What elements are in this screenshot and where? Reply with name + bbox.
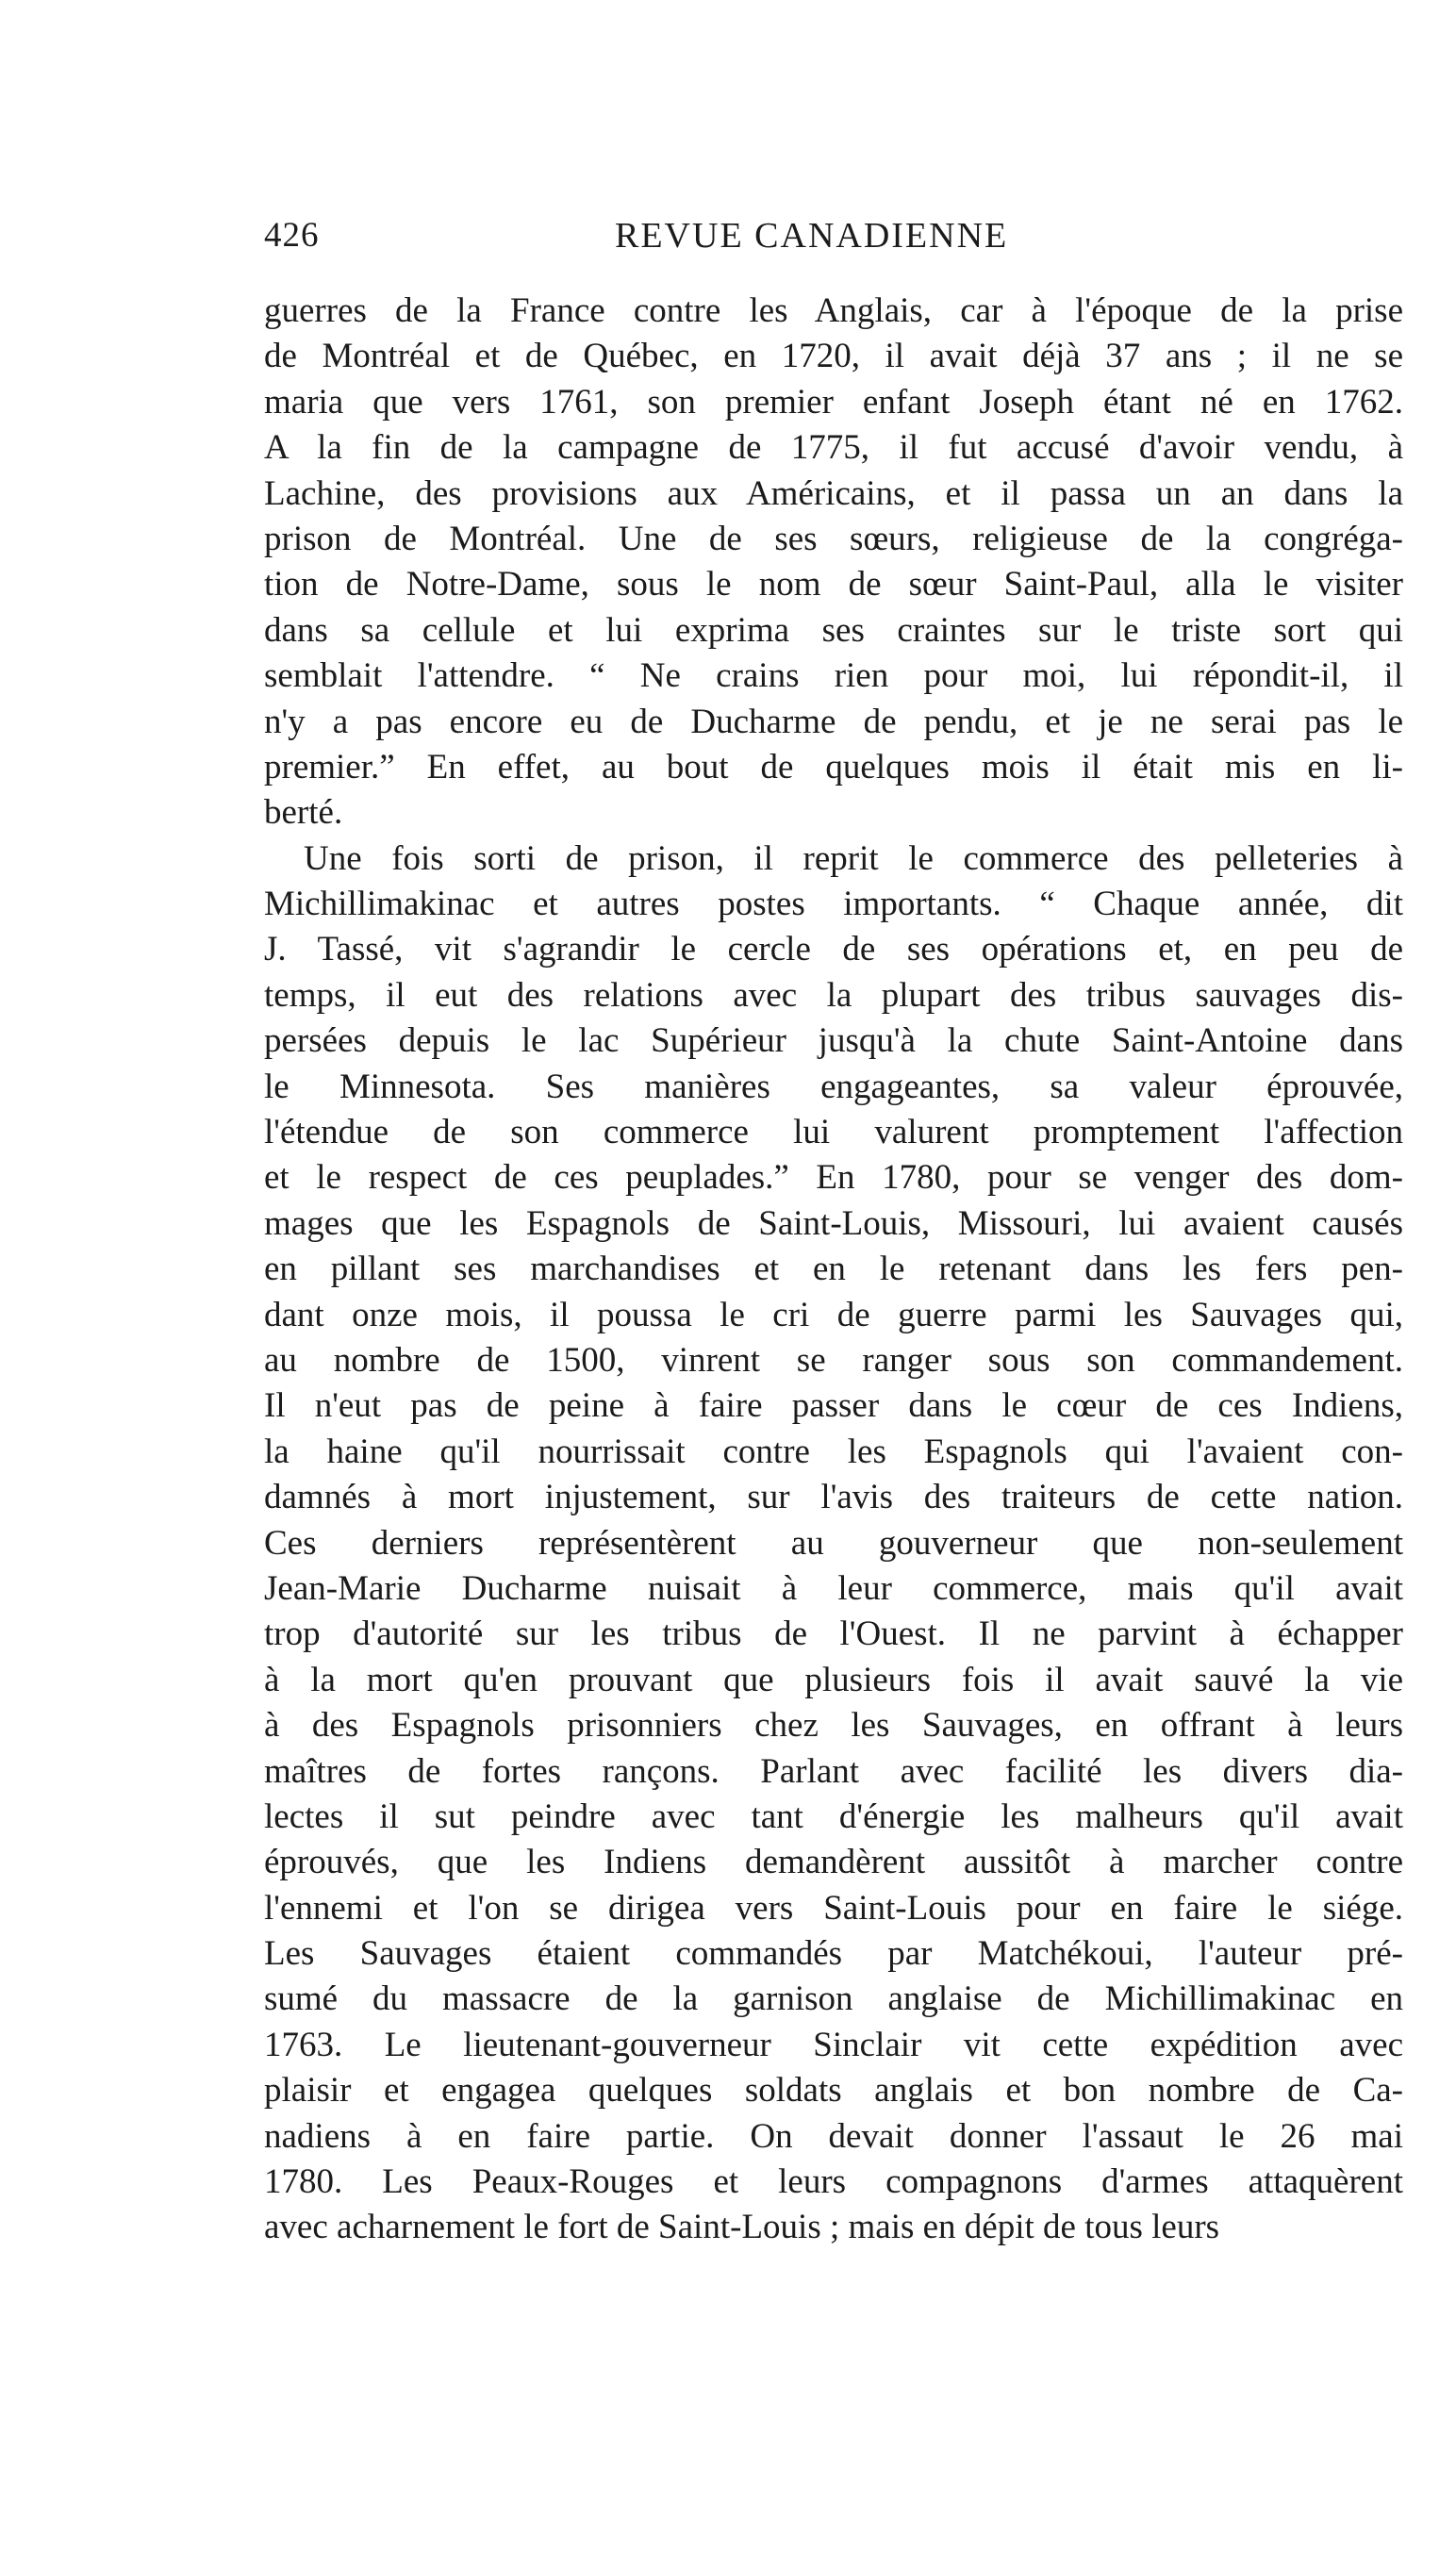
text-line: dant onze mois, il poussa le cri de guerre parmi les Sauvages qui, xyxy=(264,1295,1403,1334)
text-line: dans sa cellule et lui exprima ses craintes sur le triste sort qui xyxy=(264,610,1403,650)
text-line: semblait l'attendre. “ Ne crains rien pour moi, lui répondit-il, il xyxy=(264,656,1403,696)
text-line: 1780. Les Peaux-Rouges et leurs compagnons d'armes attaquèrent xyxy=(264,2162,1403,2202)
text-line: damnés à mort injustement, sur l'avis des traiteurs de cette nation. xyxy=(264,1478,1403,1517)
text-line: tion de Notre-Dame, sous le nom de sœur Saint-Paul, alla le visiter xyxy=(264,565,1403,604)
paragraph xyxy=(264,836,1403,2251)
text-line: lectes il sut peindre avec tant d'énergie les malheurs qu'il avait xyxy=(264,1797,1403,1836)
text-line: trop d'autorité sur les tribus de l'Ouest. Il ne parvint à échapper xyxy=(264,1614,1403,1654)
text-line: premier.” En effet, au bout de quelques mois il était mis en li- xyxy=(264,747,1403,787)
text-line: en pillant ses marchandises et en le retenant dans les fers pen- xyxy=(264,1250,1403,1289)
text-line: Michillimakinac et autres postes importants. “ Chaque année, dit xyxy=(264,885,1403,924)
text-line: le Minnesota. Ses manières engageantes, sa valeur éprouvée, xyxy=(264,1067,1403,1106)
text-line: A la fin de la campagne de 1775, il fut accusé d'avoir vendu, à xyxy=(264,428,1403,468)
text-line: Les Sauvages étaient commandés par Matchékoui, l'auteur pré- xyxy=(264,1934,1403,1974)
text-line: Il n'eut pas de peine à faire passer dans le cœur de ces Indiens, xyxy=(264,1386,1403,1426)
text-line: éprouvés, que les Indiens demandèrent aussitôt à marcher contre xyxy=(264,1843,1403,1882)
text-line: Lachine, des provisions aux Américains, et il passa un an dans la xyxy=(264,473,1403,513)
text-line: 1763. Le lieutenant-gouverneur Sinclair vit cette expédition avec xyxy=(264,2025,1403,2064)
text-line: nadiens à en faire partie. On devait donner l'assaut le 26 mai xyxy=(264,2116,1403,2156)
text-line: maria que vers 1761, son premier enfant Joseph étant né en 1762. xyxy=(264,382,1403,422)
text-line: maîtres de fortes rançons. Parlant avec facilité les divers dia- xyxy=(264,1751,1403,1791)
text-line: au nombre de 1500, vinrent se ranger sous son commandement. xyxy=(264,1340,1403,1380)
text-line: n'y a pas encore eu de Ducharme de pendu, et je ne serai pas le xyxy=(264,702,1403,741)
text-line: mages que les Espagnols de Saint-Louis, Missouri, lui avaient causés xyxy=(264,1203,1403,1243)
text-line: plaisir et engagea quelques soldats anglais et bon nombre de Ca- xyxy=(264,2071,1403,2111)
text-line: de Montréal et de Québec, en 1720, il avait déjà 37 ans ; il ne se xyxy=(264,337,1403,376)
text-line: et le respect de ces peuplades.” En 1780, pour se venger des dom- xyxy=(264,1158,1403,1198)
text-line: persées depuis le lac Supérieur jusqu'à la chute Saint-Antoine dans xyxy=(264,1021,1403,1061)
running-head xyxy=(264,215,1056,272)
text-line: prison de Montréal. Une de ses sœurs, religieuse de la congréga- xyxy=(264,519,1403,558)
text-line: la haine qu'il nourrissait contre les Espagnols qui l'avaient con- xyxy=(264,1432,1403,1471)
text-line: sumé du massacre de la garnison anglaise de Michillimakinac en xyxy=(264,1979,1403,2019)
page-number: 426 xyxy=(264,216,320,255)
text-line: avec acharnement le fort de Saint-Louis ; mais en dépit de tous leurs xyxy=(264,2208,1220,2247)
text-line: à des Espagnols prisonniers chez les Sauvages, en offrant à leurs xyxy=(264,1706,1403,1746)
text-line: l'étendue de son commerce lui valurent promptement l'affection xyxy=(264,1113,1403,1152)
text-line: Une fois sorti de prison, il reprit le commerce des pelleteries à xyxy=(304,838,1403,878)
text-line: Ces derniers représentèrent au gouverneur que non-seulement xyxy=(264,1523,1403,1563)
text-line: Jean-Marie Ducharme nuisait à leur commerce, mais qu'il avait xyxy=(264,1568,1403,1608)
text-line: J. Tassé, vit s'agrandir le cercle de ses opérations et, en peu de xyxy=(264,930,1403,969)
text-line: l'ennemi et l'on se dirigea vers Saint-Louis pour en faire le siége. xyxy=(264,1888,1403,1928)
text-line: guerres de la France contre les Anglais, car à l'époque de la prise xyxy=(264,291,1403,330)
body-text xyxy=(264,289,1403,2251)
paragraph xyxy=(264,289,1403,836)
text-line: à la mort qu'en prouvant que plusieurs fois il avait sauvé la vie xyxy=(264,1660,1403,1699)
text-line: berté. xyxy=(264,793,343,833)
journal-title: REVUE CANADIENNE xyxy=(615,216,1009,256)
text-line: temps, il eut des relations avec la plupart des tribus sauvages dis- xyxy=(264,975,1403,1015)
